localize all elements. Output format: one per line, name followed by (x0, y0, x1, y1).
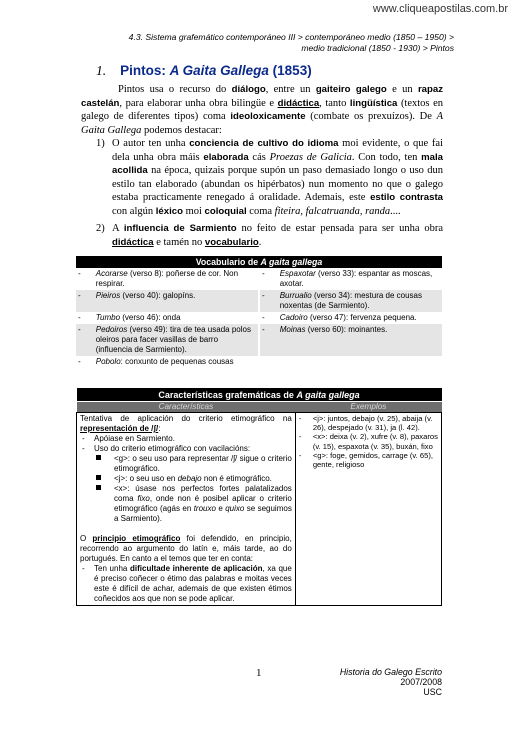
text-run: didáctica (112, 236, 154, 248)
vocabulary-entry (278, 324, 442, 356)
text-run: ideoloxicamente (230, 111, 306, 122)
vocabulary-entry (278, 290, 442, 312)
text-run: , xa que é preciso coñecer o étimo das palabras e moitas veces este é difícil de achar, ademais de que existen étimos coñecidos aos que non se pode aplicar. (94, 564, 292, 603)
breadcrumb-line-2: medio tradicional (1850 - 1930) > Pintos (301, 43, 454, 53)
text-run: <j>: o seu uso en (114, 474, 178, 483)
text-run: moi evidente, o que fai dela unha obra máis (112, 138, 443, 163)
vocabulary-word: Acorarse (95, 269, 128, 278)
text-run: e un (386, 84, 418, 95)
text-run: conciencia de cultivo do idioma (189, 138, 339, 149)
text-run: influencia de Sarmiento (123, 223, 237, 234)
vocabulary-definition: : conxunto de pequenas cousas (120, 357, 234, 366)
dash-marker: - (259, 312, 278, 324)
text-run: , tanto (319, 97, 350, 109)
vocabulary-definition: (verso 8): poñerse de cor. Non respirar. (95, 269, 239, 288)
dash-marker: - (82, 434, 85, 443)
graphemic-table-title (77, 388, 442, 402)
text-run: Uso do criterio etimográfico con vacilacións: (94, 444, 251, 453)
text-run: Ten unha (94, 564, 131, 573)
dash-marker: - (78, 357, 81, 366)
column-header-examples: Exemplos (295, 402, 441, 413)
list-item-2 (81, 222, 443, 249)
dash-marker: - (76, 324, 94, 356)
vocabulary-word: Moinas (279, 325, 306, 334)
vocabulary-definition: (verso 40): galopíns. (120, 291, 196, 300)
text-run: debajo (177, 474, 202, 483)
dash-marker (259, 356, 278, 368)
text-run: diálogo (231, 84, 266, 95)
bullet-item (80, 564, 292, 604)
column-header-characteristics: Características (77, 402, 296, 413)
vocabulary-definition: (verso 33): espantar as moscas, axotar. (279, 269, 433, 288)
text-run: A (112, 223, 124, 234)
text-run: , onde non é posibel aplicar o criterio etimográfico (agás en (114, 494, 292, 513)
text-run: O autor ten unha (112, 138, 190, 149)
text-run: moi (182, 205, 205, 217)
text-run: . Con todo, ten (351, 151, 422, 163)
text-run: rapaz castelán (81, 84, 443, 109)
example-item (299, 451, 438, 469)
vocabulary-word: Cadoiro (279, 313, 308, 322)
vocabulary-entry (94, 268, 259, 290)
breadcrumb-line-1: 4.3. Sistema grafemático contemporáneo III > contemporáneo medio (1850 – 1950) > (128, 32, 454, 42)
breadcrumb (92, 32, 454, 54)
vocabulary-word: Tumbo (95, 313, 121, 322)
vocabulary-word: Pobolo (95, 357, 121, 366)
bullet-item (80, 444, 292, 454)
title-part: Vocabulario de (195, 257, 261, 267)
text-run: <x>: úsase nos perfectos fortes palatalizados coma (114, 484, 292, 503)
vocabulary-row (76, 312, 442, 324)
text-run: , entre un (265, 84, 316, 95)
text-run: non é etimográfico. (201, 474, 272, 483)
text-run: Apóiase en Sarmiento. (94, 434, 175, 443)
vocabulary-definition: (verso 46): onda (120, 313, 181, 322)
vocabulary-word: Pedoiros (95, 325, 128, 334)
text-run: fiteira, falcatruanda, randa (274, 205, 391, 217)
text-run: con algún (112, 205, 156, 217)
text-run: Pintos usa o recurso do (118, 84, 232, 95)
bullet-item (80, 434, 292, 444)
intro-paragraph (81, 83, 443, 137)
square-bullet-icon (96, 475, 101, 480)
dash-marker: - (82, 444, 85, 453)
vocabulary-entry (278, 268, 442, 290)
heading-title (120, 63, 312, 78)
sub-bullet-item (80, 474, 292, 484)
text-run: lingüística (349, 97, 398, 109)
dash-marker: - (298, 432, 302, 442)
vocabulary-entry (278, 356, 442, 368)
text-run: representación de /ʃ/ (80, 424, 159, 433)
text-run: fixo (137, 494, 150, 503)
square-bullet-icon (96, 485, 101, 490)
characteristics-cell (77, 413, 296, 606)
text-run: <j>: juntos, debajo (v. 25), abaija (v. 26), despejado (v. 31), ja (l. 42). (312, 414, 433, 433)
text-run: <x>: deixa (v. 2), xufre (v. 8), paxaros (v. 15), espaxota (v. 35), buxán, fixo (312, 432, 438, 451)
examples-cell (295, 413, 441, 606)
dash-marker: - (259, 290, 278, 312)
text-run: no feito de estar pensada para ser unha obra (236, 223, 443, 234)
text-run: se seguimos a Sarmiento). (114, 504, 292, 523)
text-run: léxico (155, 205, 183, 217)
square-bullet-icon (96, 455, 101, 460)
text-run: na época, quizais porque supón un paso demasiado longo o uso dun estilo tan elaborado (abundan os hipérbatos) nun momento no que o galego estaba practicamente renegado á oralidade. Ademais, este (112, 165, 443, 203)
section-heading (96, 63, 312, 79)
text-run: e tamén no (153, 236, 205, 248)
text-run: e (215, 504, 226, 513)
heading-number: 1. (96, 63, 107, 78)
text-run: mala acollida (112, 151, 443, 176)
text-run: coma (246, 205, 275, 217)
vocabulary-row (76, 356, 442, 368)
paragraph (80, 534, 292, 564)
text-run: coloquial (204, 205, 247, 217)
page-footer (340, 667, 442, 697)
title-work: A gaita gallega (296, 389, 360, 400)
text-run: O (80, 534, 93, 543)
footer-institution: USC (423, 687, 442, 697)
vocabulary-definition: (verso 47): fervenza pequena. (307, 313, 417, 322)
text-run: cás (248, 151, 270, 163)
dash-marker: - (76, 290, 94, 312)
example-item (299, 414, 438, 432)
spacer (80, 524, 292, 534)
dash-marker: - (298, 450, 302, 460)
list-item-text (112, 137, 443, 218)
text-run: A Gaita Gallega (81, 111, 443, 136)
graphemic-table (76, 388, 442, 606)
vocabulary-entry (278, 312, 442, 324)
site-url: www.cliqueapostilas.com.br (372, 3, 508, 15)
vocabulary-word: Pieiros (95, 291, 121, 300)
vocabulary-row (76, 268, 442, 290)
list-number: 2) (96, 223, 105, 234)
heading-title-part: Pintos: (120, 63, 170, 78)
sub-bullet-item (80, 484, 292, 524)
title-part: Características grafemáticas de (158, 389, 297, 400)
heading-title-work: A Gaita Gallega (169, 63, 269, 78)
text-run: foi defendido, en principio, recorrendo ao argumento do latín e, máis tarde, ao do portugués. En canto a el temos que ter en conta: (80, 534, 292, 563)
dash-marker: - (259, 324, 278, 356)
example-item (299, 432, 438, 450)
footer-course: Historia do Galego Escrito (339, 667, 442, 677)
text-run: (combate os prexuízos). De (305, 111, 437, 122)
text-run: . (258, 236, 262, 248)
text-run: <g>: foge, gemidos, carrage (v. 65), gente, religioso (312, 450, 433, 470)
vocabulary-definition: (verso 49): tira de tea usada polos oleiros para facer vasillas de barro (influencia de Sarmiento). (95, 325, 251, 354)
vocabulary-row (76, 290, 442, 312)
vocabulary-word: Burrualio (279, 291, 312, 300)
vocabulary-entry (94, 312, 259, 324)
dash-marker: - (259, 268, 278, 290)
vocabulary-definition: (verso 60): moinantes. (305, 325, 388, 334)
text-run: .... (390, 205, 401, 217)
dash-marker: - (78, 313, 81, 322)
page-number: 1 (256, 667, 262, 679)
vocabulary-table (76, 256, 442, 368)
vocabulary-entry (94, 356, 259, 368)
vocabulary-entry (94, 290, 259, 312)
list-number: 1) (96, 138, 105, 149)
text-run: elaborada (203, 151, 249, 163)
text-run: <g>: o seu uso para representar /ʃ/ sigue o criterio etimográfico. (114, 454, 292, 473)
text-run: gaiteiro galego (315, 84, 387, 95)
list-item-text (112, 222, 443, 249)
vocabulary-row (76, 324, 442, 356)
paragraph: Tentativa de aplicación do criterio etimográfico na representación de /ʃ/: (80, 414, 292, 433)
heading-title-year: (1853) (268, 63, 312, 78)
sub-bullet-item (80, 454, 292, 474)
dash-marker: - (82, 564, 85, 573)
text-run: principio etimográfico (92, 534, 181, 543)
text-run: , para elaborar unha obra bilingüe e (119, 97, 278, 109)
dash-marker: - (78, 269, 81, 278)
title-work: A gaita gallega (260, 257, 323, 267)
dash-marker: - (298, 414, 302, 423)
text-run: dificultade inherente de aplicación (130, 564, 263, 573)
text-run: didáctica (277, 97, 320, 109)
footer-year: 2007/2008 (400, 677, 442, 687)
text-run: vocabulario (204, 236, 259, 248)
vocabulary-entry (94, 324, 259, 356)
list-item-1 (81, 137, 443, 218)
text-run: quixo (225, 504, 245, 513)
text-run: estilo contrasta (370, 192, 443, 203)
vocabulary-word: Espaxotar (279, 269, 316, 278)
vocabulary-definition: (verso 34): mestura de cousas noxentas (de Sarmiento). (279, 291, 423, 310)
text-run: (textos en galego de diferentes tipos) coma (81, 97, 443, 122)
vocabulary-table-title (76, 256, 442, 268)
text-run: Proezas de Galicia (269, 151, 352, 163)
vocabulary-table-body (76, 268, 442, 368)
text-run: Tentativa de aplicación do criterio etimográfico na (80, 414, 292, 423)
text-run: podemos destacar: (141, 124, 222, 136)
text-run: trouxo (193, 504, 216, 513)
